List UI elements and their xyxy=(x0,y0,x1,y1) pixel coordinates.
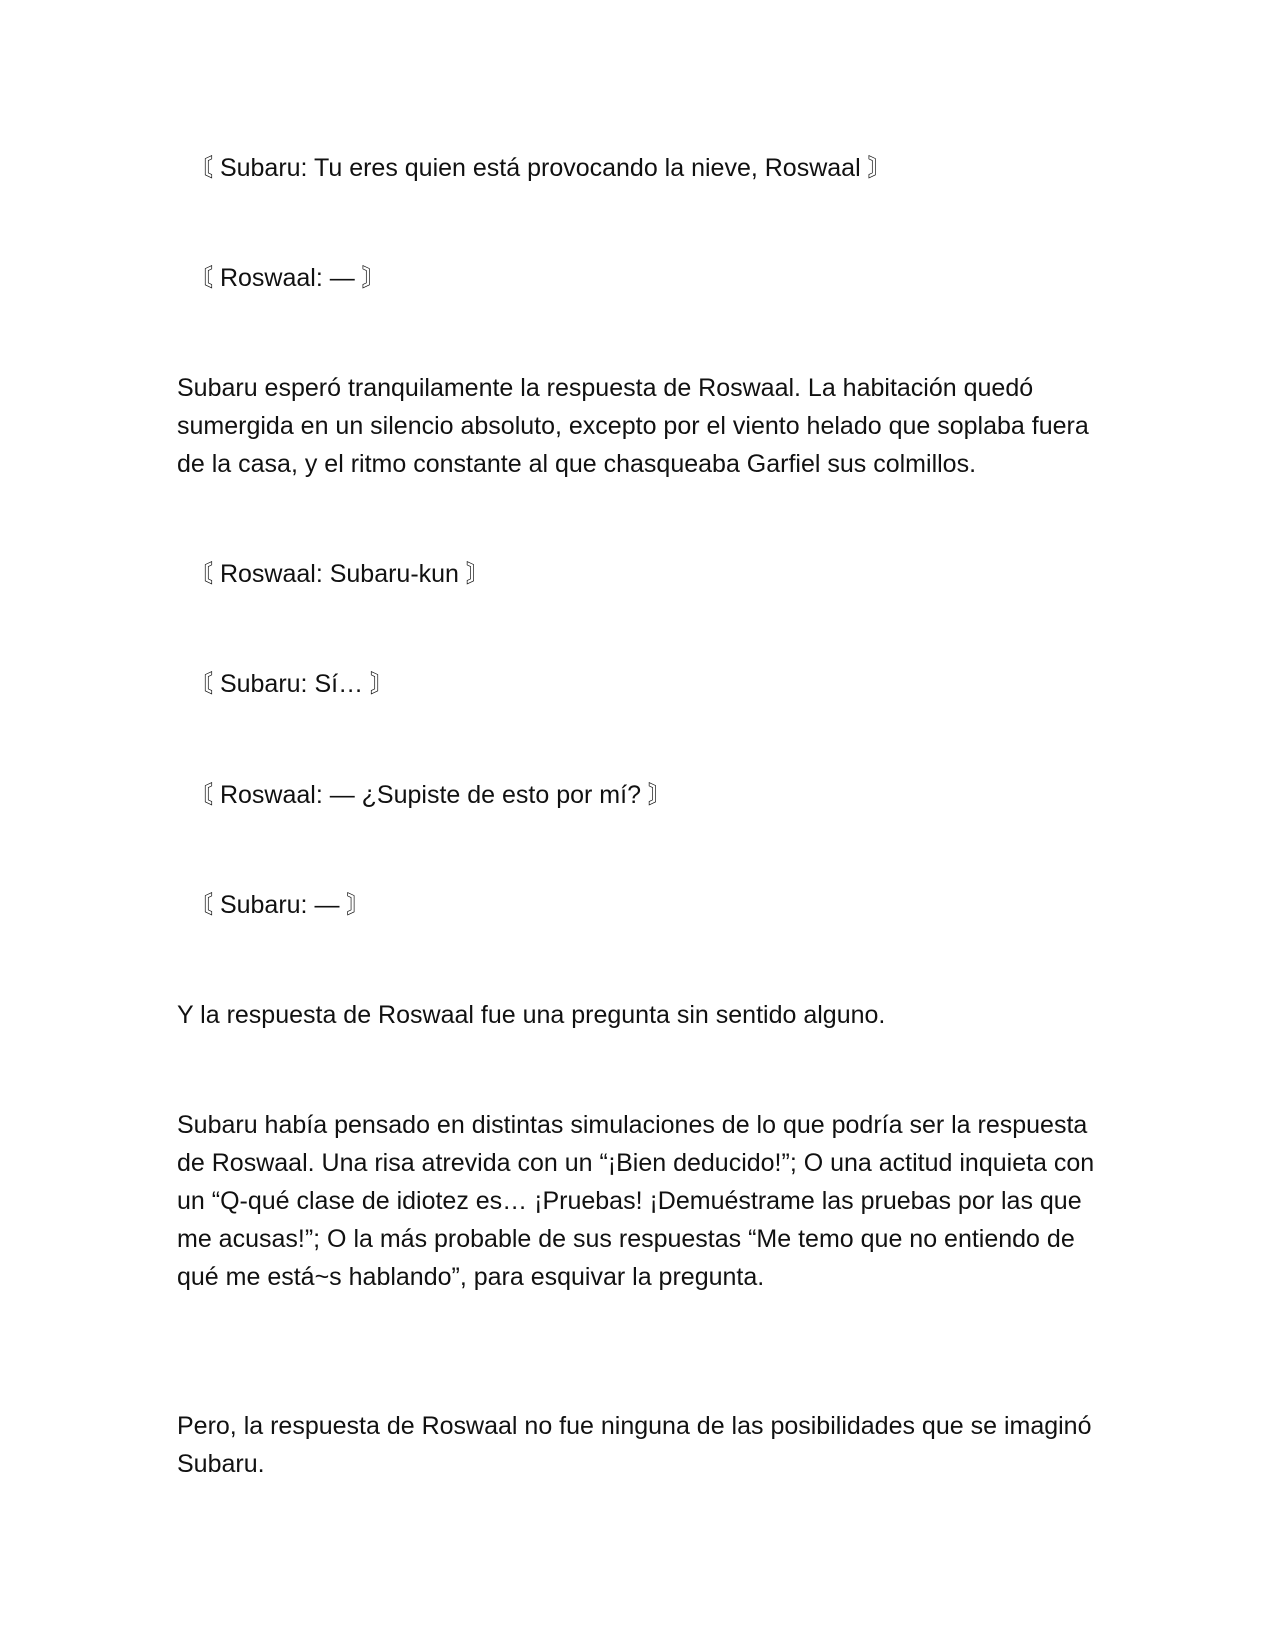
narration-paragraph: Subaru esperó tranquilamente la respuesta de Roswaal. La habitación quedó sumergida en un silencio absoluto, excepto por el viento helado que soplaba fuera de la casa, y el ritmo constante al que chasqueaba Garfiel sus colmillos. xyxy=(177,374,1089,478)
narration-paragraph: Pero, la respuesta de Roswaal no fue ninguna de las posibilidades que se imaginó Subaru. xyxy=(177,1412,1092,1478)
dialogue-line-subaru: 〘 Subaru: — 〙 xyxy=(188,891,372,919)
dialogue-line-roswaal: 〘 Roswaal: — ¿Supiste de esto por mí? 〙 xyxy=(188,781,673,809)
dialogue-line-subaru: 〘 Subaru: Sí… 〙 xyxy=(188,670,396,698)
dialogue-line-subaru: 〘 Subaru: Tu eres quien está provocando la nieve, Roswaal 〙 xyxy=(188,154,893,182)
dialogue-line-roswaal: 〘 Roswaal: Subaru-kun 〙 xyxy=(188,560,491,588)
narration-paragraph: Subaru había pensado en distintas simulaciones de lo que podría ser la respuesta de Roswaal. Una risa atrevida con un “¡Bien deducido!”; O una actitud inquieta con un “Q-qué clase de idiotez es… ¡Pruebas! ¡Demuéstrame las pruebas por las que me acusas!”; O la más probable de sus respuestas “Me temo que no entiendo de qué me está~s hablando”, para esquivar la pregunta. xyxy=(177,1111,1095,1291)
narration-paragraph: Y la respuesta de Roswaal fue una pregunta sin sentido alguno. xyxy=(177,1001,886,1029)
dialogue-line-roswaal: 〘 Roswaal: — 〙 xyxy=(188,264,387,292)
